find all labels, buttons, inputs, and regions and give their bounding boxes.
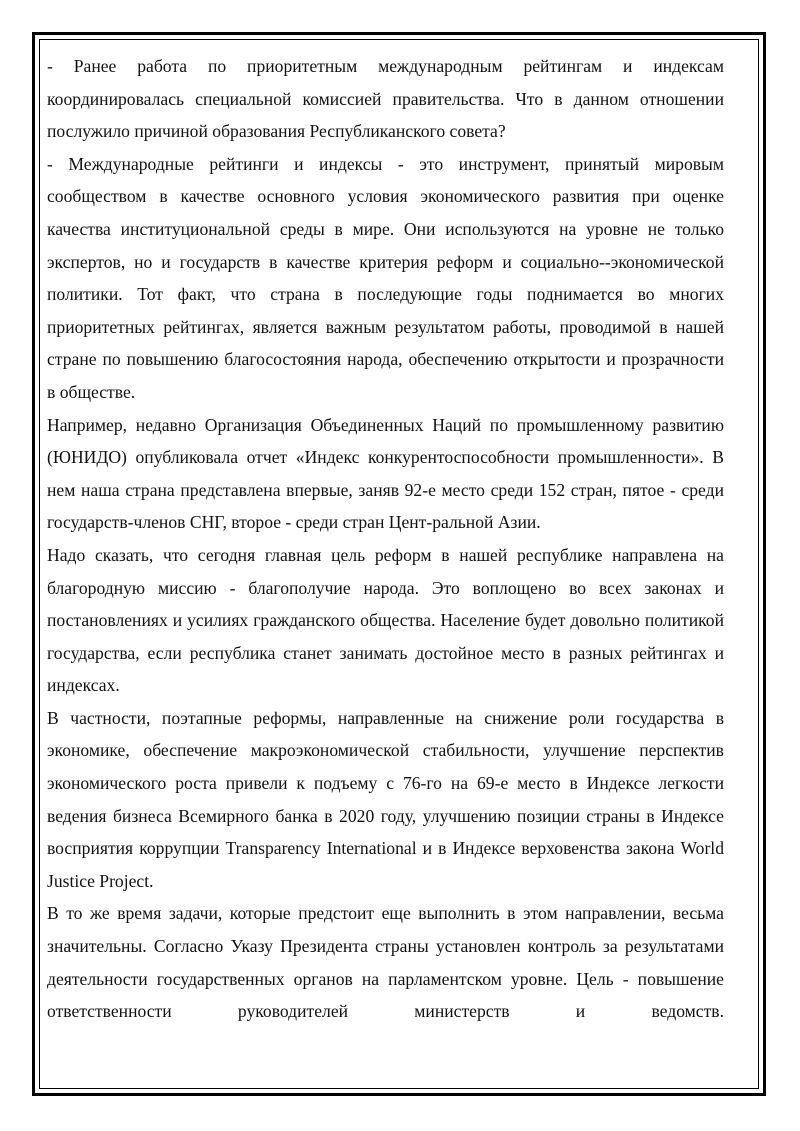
paragraph-tasks-ahead: В то же время задачи, которые предстоит еще выполнить в этом направлении, весьма значительны. Согласно Указу Президента страны установлен контроль за результатами деятельности государственных органов на парламентском уровне. Цель - повышение ответственности руководителей министерств и ведомств. [47,903,724,1022]
paragraph-question: - Ранее работа по приоритетным международным рейтингам и индексам координировалась специальной комиссией правительства. Что в данном отношении послужило причиной образования Республиканского совета? [47,56,724,142]
document-body [47,50,724,1070]
paragraph-answer-intro: - Международные рейтинги и индексы - это инструмент, принятый мировым сообществом в качестве основного условия экономического развития при оценке качества институциональной среды в мире. Они используются на уровне не только экспертов, но и государств в качестве критерия реформ и социально--экономической политики. Тот факт, что страна в последующие годы поднимается во многих приоритетных рейтингах, является важным результатом работы, проводимой в нашей стране по повышению благосостояния народа, обеспечению открытости и прозрачности в обществе. [47,153,724,402]
paragraph-reform-goal: Надо сказать, что сегодня главная цель реформ в нашей республике направлена на благородную миссию - благополучие народа. Это воплощено во всех законах и постановлениях и усилиях гражданского общества. Население будет довольно политикой государства, если республика станет занимать достойное место в разных рейтингах и индексах. [47,544,724,696]
paragraph-doing-business: В частности, поэтапные реформы, направленные на снижение роли государства в экономике, обеспечение макроэкономической стабильности, улучшение перспектив экономического роста привели к подъему с 76-го на 69-е место в Индексе легкости ведения бизнеса Всемирного банка в 2020 году, улучшению позиции страны в Индексе восприятия коррупции Transparency International и в Индексе верховенства закона World Justice Project. [47,707,724,891]
paragraph-unido-index: Например, недавно Организация Объединенных Наций по промышленному развитию (ЮНИДО) опубликовала отчет «Индекс конкурентоспособности промышленности». В нем наша страна представлена впервые, заняв 92-е место среди 152 стран, пятое - среди государств-членов СНГ, второе - среди стран Цент-ральной Азии. [47,414,724,533]
